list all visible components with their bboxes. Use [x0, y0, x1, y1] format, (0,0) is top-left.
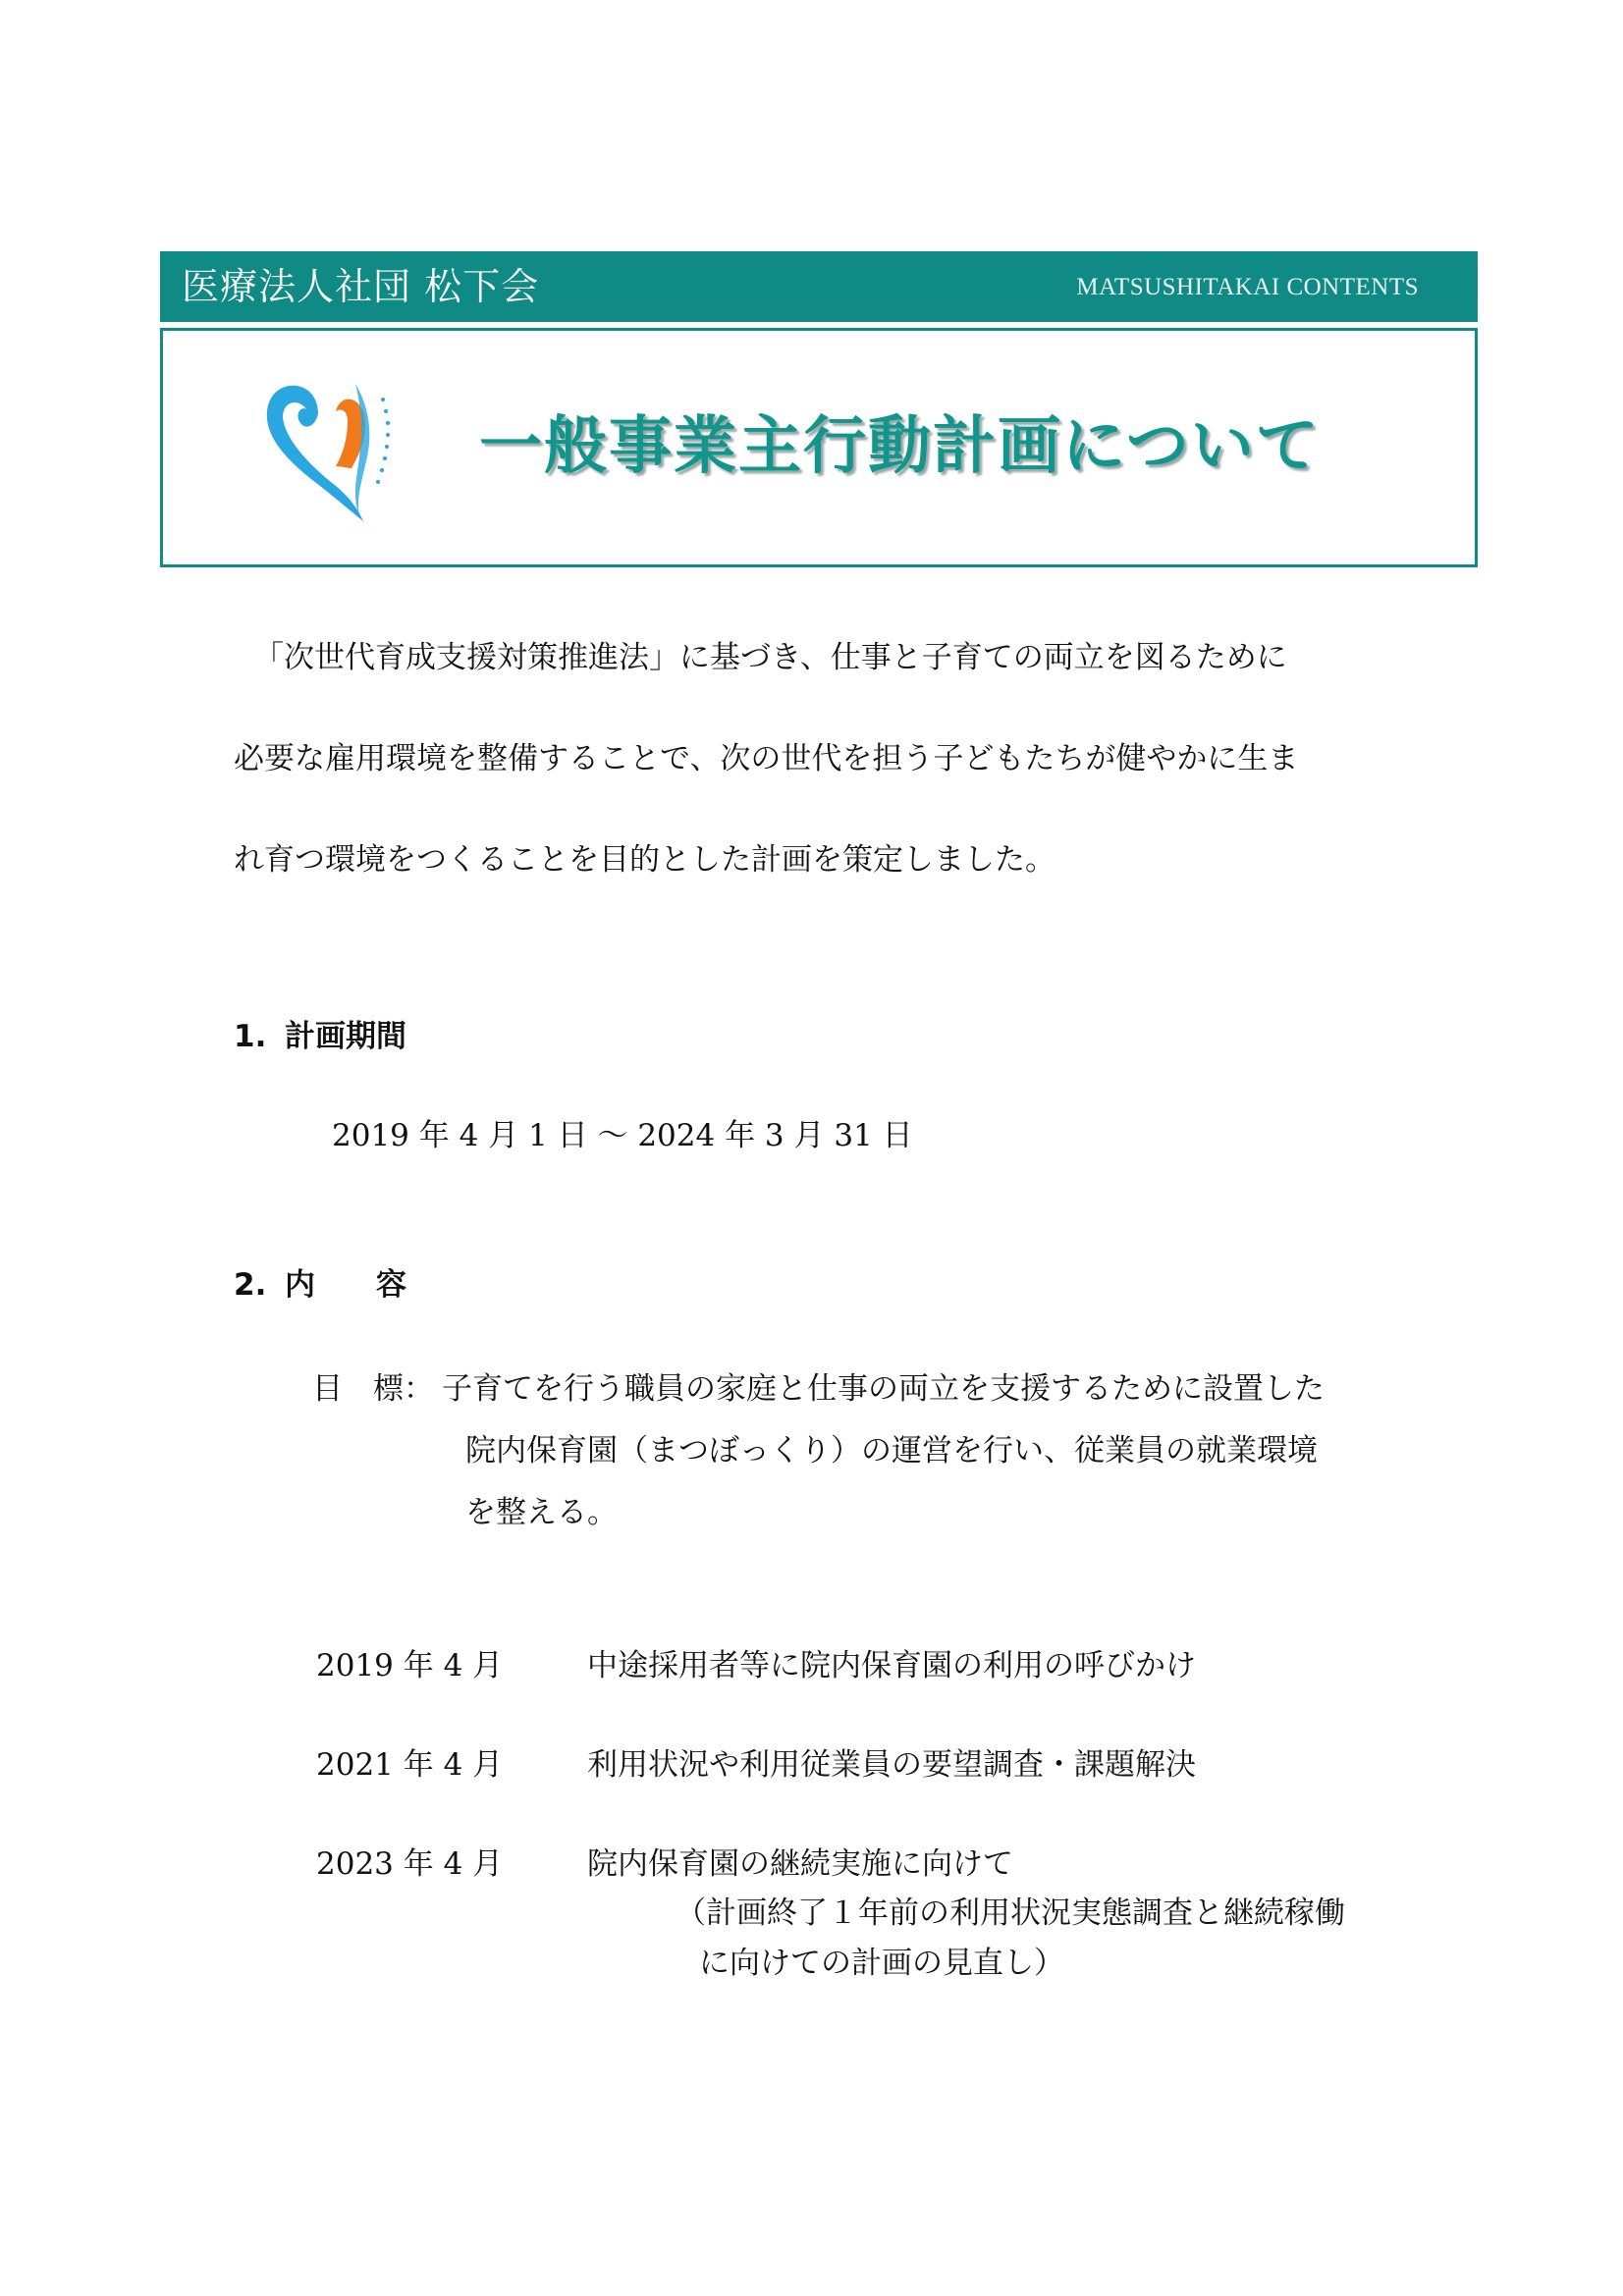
section-1-heading	[234, 1015, 406, 1058]
schedule-date: 2019 年 4 月	[316, 1648, 504, 1683]
schedule-desc: 院内保育園の継続実施に向けて	[587, 1846, 1013, 1882]
section-2-heading	[234, 1263, 406, 1307]
goal-line: 子育てを行う職員の家庭と仕事の両立を支援するために設置した	[442, 1371, 1325, 1407]
intro-line: れ育つ環境をつくることを目的とした計画を策定しました。	[234, 842, 1055, 878]
plan-period: 2019 年 4 月 1 日 ～ 2024 年 3 月 31 日	[332, 1118, 913, 1153]
header-bar	[160, 251, 1478, 322]
section-2-title: 内 容	[285, 1267, 406, 1303]
schedule-desc: 中途採用者等に院内保育園の利用の呼びかけ	[587, 1648, 1196, 1683]
schedule-date: 2021 年 4 月	[316, 1747, 504, 1783]
schedule-note-line: （計画終了１年前の利用状況実態調査と継続稼働	[676, 1896, 1345, 1931]
schedule-note-line: に向けての計画の見直し）	[699, 1946, 1064, 1981]
intro-line: 必要な雇用環境を整備することで、次の世代を担う子どもたちが健やかに生ま	[234, 741, 1299, 776]
section-1-title: 計画期間	[285, 1019, 406, 1054]
section-1-number: 1.	[234, 1019, 267, 1054]
org-name: 医療法人社団 松下会	[182, 265, 540, 308]
title-box	[160, 328, 1478, 567]
page-title: 一般事業主行動計画について	[479, 410, 1321, 483]
goal-line: 院内保育園（まつぼっくり）の運営を行い、従業員の就業環境	[465, 1433, 1318, 1468]
contents-label: MATSUSHITAKAI CONTENTS	[1076, 274, 1419, 300]
schedule-desc: 利用状況や利用従業員の要望調査・課題解決	[587, 1747, 1196, 1783]
goal-label: 目 標：	[312, 1371, 434, 1407]
heart-logo-icon	[249, 360, 426, 537]
intro-line: 「次世代育成支援対策推進法」に基づき、仕事と子育ての両立を図るために	[253, 640, 1287, 675]
goal-line: を整える。	[465, 1495, 618, 1530]
section-2-number: 2.	[234, 1267, 267, 1303]
schedule-date: 2023 年 4 月	[316, 1846, 504, 1882]
